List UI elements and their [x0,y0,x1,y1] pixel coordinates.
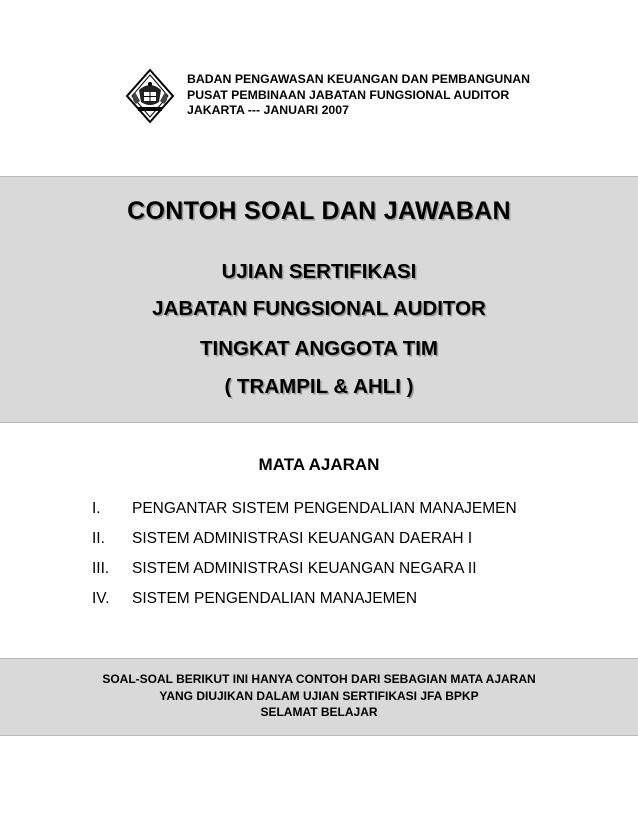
subtitle-level: TINGKAT ANGGOTA TIM [200,337,438,360]
note-line-2: YANG DIUJIKAN DALAM UJIAN SERTIFIKASI JFA BPKP [159,688,479,703]
subtitle-exam: UJIAN SERTIFIKASI [221,260,417,283]
list-item-text: SISTEM PENGENDALIAN MANAJEMEN [132,590,418,607]
garuda-shield-emblem-icon [124,68,176,124]
note-line-1: SOAL-SOAL BERIKUT INI HANYA CONTOH DARI SEBAGIAN MATA AJARAN [102,672,536,686]
subtitle-grade: ( TRAMPIL & AHLI ) [224,375,414,398]
list-item-text: SISTEM ADMINISTRASI KEUANGAN DAERAH I [132,530,473,547]
note-closing: SELAMAT BELAJAR [260,705,378,719]
header-center-name: PUSAT PEMBINAAN JABATAN FUNGSIONAL AUDITOR [187,87,510,102]
list-item-text: SISTEM ADMINISTRASI KEUANGAN NEGARA II [132,560,477,577]
note-band [0,658,638,736]
header-text-block [187,72,530,119]
list-item-number: IV. [92,590,110,607]
subjects-heading: MATA AJARAN [258,455,380,474]
list-item-number: I. [92,500,101,517]
title-band [0,176,638,423]
header-agency-name: BADAN PENGAWASAN KEUANGAN DAN PEMBANGUNAN [187,72,530,86]
list-item-number: III. [92,560,110,577]
header-place-date: JAKARTA --- JANUARI 2007 [187,103,349,117]
list-item-text: PENGANTAR SISTEM PENGENDALIAN MANAJEMEN [132,500,517,517]
list-item-number: II. [92,530,105,547]
document-header [124,68,584,128]
subtitle-position: JABATAN FUNGSIONAL AUDITOR [152,297,486,320]
main-title: CONTOH SOAL DAN JAWABAN [127,197,511,225]
